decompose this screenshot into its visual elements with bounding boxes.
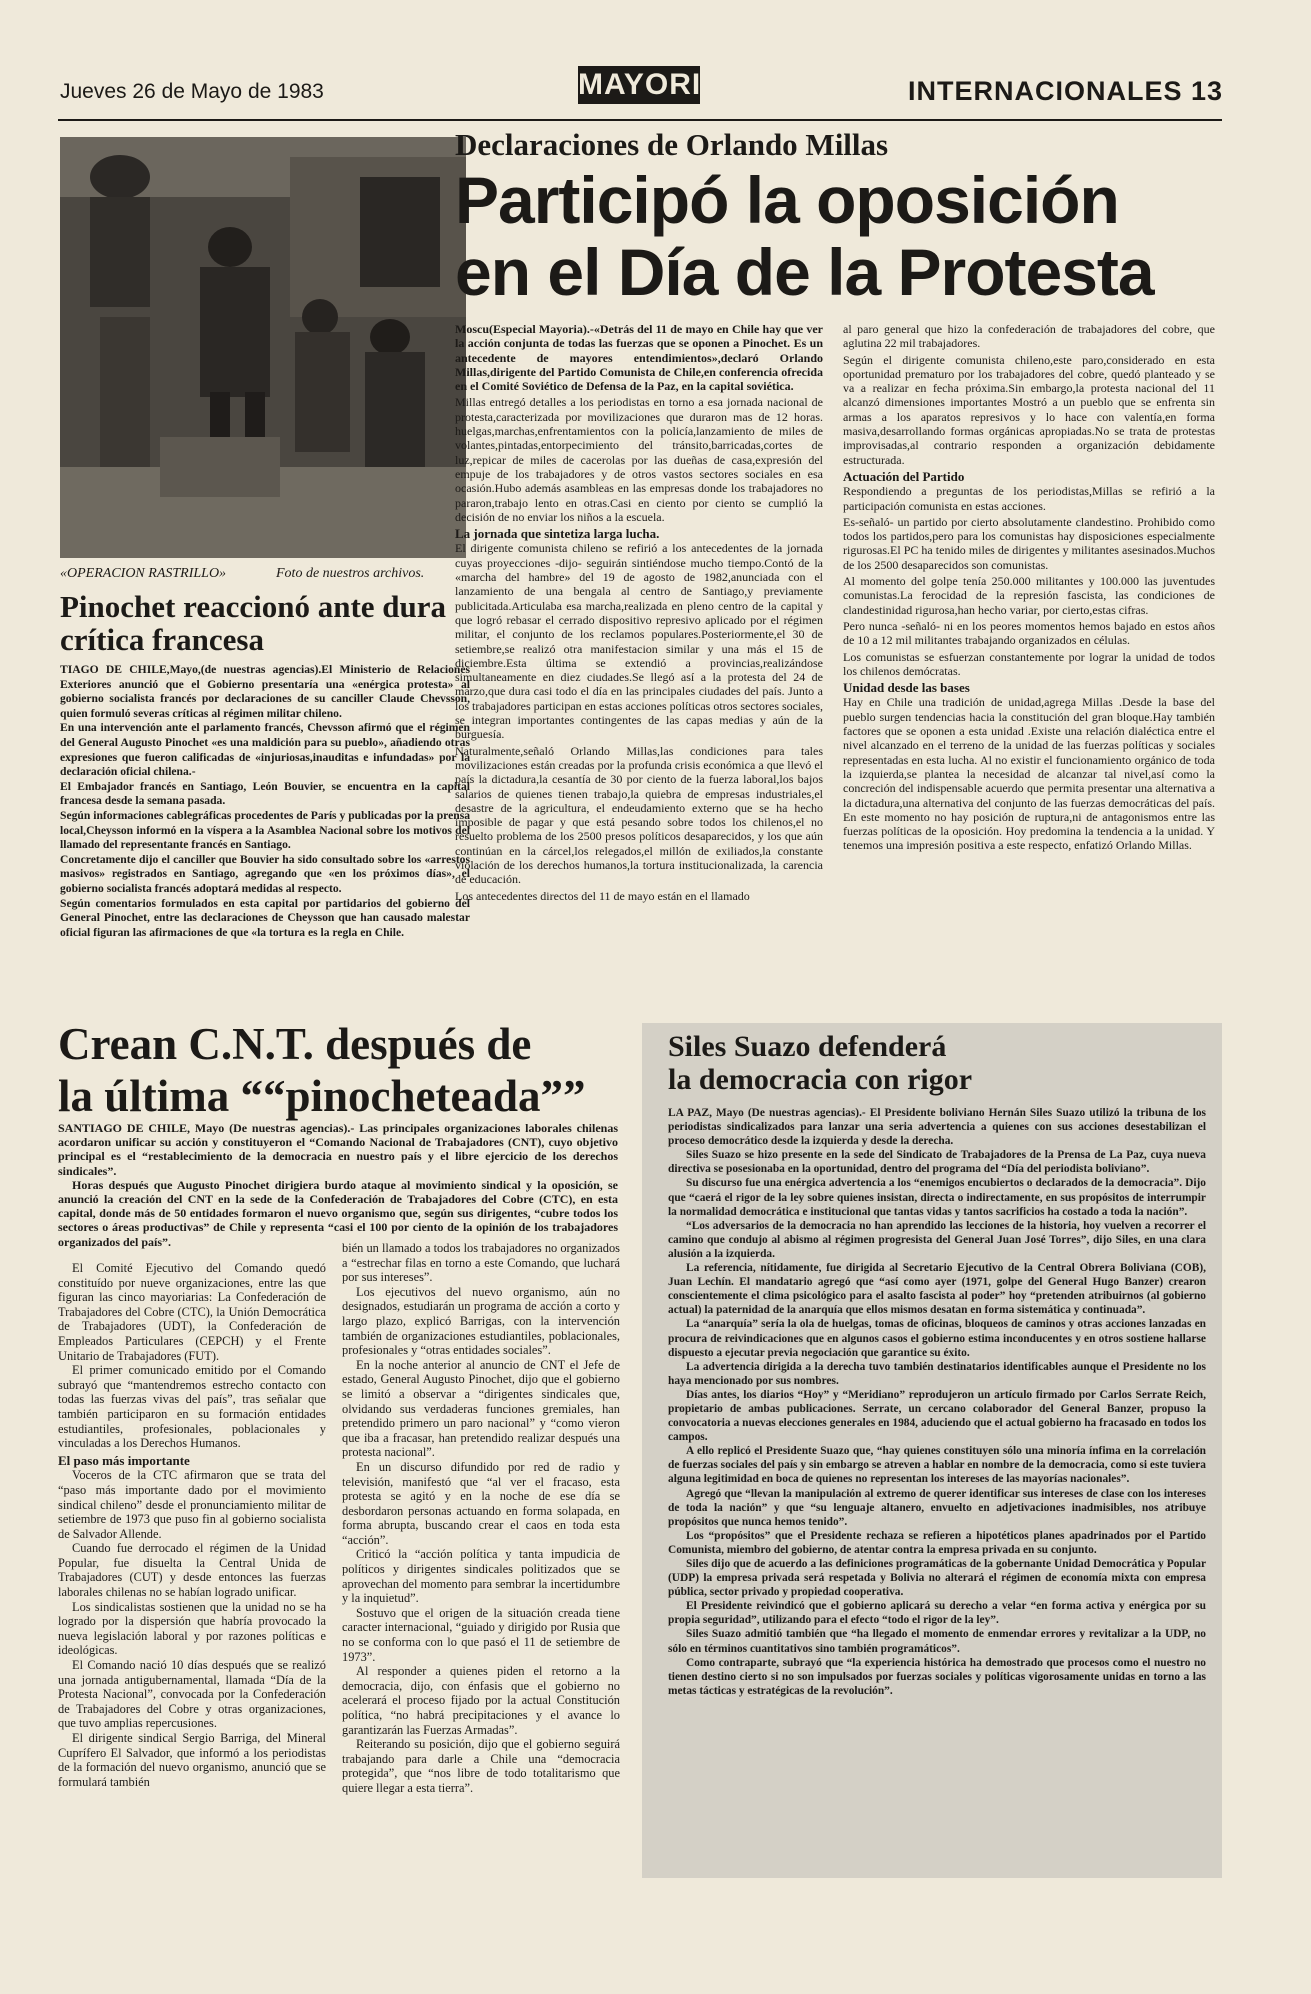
paragraph: Los “propósitos” que el Presidente rechaza se refieren a hipotéticos planes apadrinados por el Partido Comunista, miembro del gobierno, de atentar contra la empresa privada en su conjunto. — [668, 1529, 1206, 1556]
paragraph: Pero nunca -señaló- ni en los peores momentos hemos bajado en estos años de 10 a 12 mil militantes trabajando organizados en células. — [843, 618, 1215, 648]
paragraph: En una intervención ante el parlamento francés, Chevsson afirmó que el régimen del General Augusto Pinochet «es una maldición para su pueblo», añadiendo otras expresiones que fueron calificadas de «injuriosas,inauditas e infundadas» por la declaración oficial chilena.- — [60, 721, 470, 779]
paragraph: Al momento del golpe tenía 250.000 militantes y 100.000 las juventudes comunistas.La ferocidad de la represión fascista, las condiciones de clandestinidad rigurosa,han hecho variar, por cierto,estas cifras. — [843, 574, 1215, 617]
subheading: Unidad desde las bases — [843, 680, 970, 696]
paragraph: Millas entregó detalles a los periodistas en torno a esa jornada nacional de protesta,caracterizada por movilizaciones que duraron mas de 12 horas. huelgas,marchas,enfrentamientos con la policía,lanzamiento de miles de volantes,pintadas,entorpecimiento del tránsito,barricadas,cortes de luz,repicar de miles de cacerolas por las dueñas de casa,expresión del empuje de los trabajadores y de otros vastos sectores sociales en esa ocasión.Hubo además asambleas en las empresas donde los trabajadores no pararon,trabajo lento en otras.Casi en ciento por ciento se cumplió la decisión de no enviar los niños a la escuela. — [455, 395, 823, 524]
page-number: 13 — [1191, 76, 1224, 106]
header-rule — [58, 119, 1222, 121]
subheading: El paso más importante — [58, 1452, 190, 1468]
paragraph: El Comité Ejecutivo del Comando quedó constituído por nueve organizaciones, entre las que figuran las cinco mayoriarias: La Confederación de Trabajadores del Cobre (CTC), la Unión Democrática de Trabajadores (UDT), la Confederación de Empleados Particulares (CEPCH) y el Frente Unitario de Trabajadores (FUT). — [58, 1261, 326, 1363]
paragraph: Concretamente dijo el canciller que Bouvier ha sido consultado sobre los «arrestos masivos» registrados en Santiago, agregando que «en los próximos días», el gobierno socialista francés adoptará medidas al respecto. — [60, 852, 470, 895]
paragraph: Respondiendo a preguntas de los periodistas,Millas se refirió a la participación comunista en estas acciones. — [843, 484, 1215, 513]
paragraph: Su discurso fue una enérgica advertencia a los “enemigos encubiertos o declarados de la democracia”. Dijo que “caerá el rigor de la ley sobre quienes insistan, directa o indirectamente, en sus propósitos de interrumpir la normalidad democrática e institucional que tantas vidas y tantos sacrificios ha costado a toda la nación”. — [668, 1177, 1206, 1218]
paragraph: Según el dirigente comunista chileno,este paro,considerado en esta oportunidad prematuro por los trabajadores del cobre, quedó planteado y se va a realizar en fecha próxima.Sin embargo,la protesta nacional del 11 alcanzó dimensiones importantes Mostró a un pueblo que se enfrenta sin armas a los aparatos represivos y lo hace con valentía,en forma masiva,desarrollando formas orgánicas apropiadas.No se trata de protestas improvisadas,al contrario responden a organización debidamente estructurada. — [843, 352, 1215, 467]
paragraph: En un discurso difundido por red de radio y televisión, manifestó que “al ver el fracaso, esta protesta se agitó y en la noche de ese día se desbordaron personas actuando en forma solapada, en forma abrupta, buscando crear el caos en toda esta “acción”. — [342, 1459, 620, 1547]
paragraph: “Los adversarios de la democracia no han aprendido las lecciones de la historia, hoy vuelven a recorrer el camino que condujo al abismo al régimen progresista del General Juan José Torres”, dijo Siles, en una clara alusión a la izquierda. — [668, 1219, 1206, 1260]
siles-article-body — [668, 1106, 1206, 1698]
paragraph: Según comentarios formulados en esta capital por partidarios del gobierno del General Pinochet, entre las declaraciones de Cheysson que han causado malestar oficial figuran las afirmaciones de que «la tortura es la regla en Chile. — [60, 896, 470, 939]
subheading: Actuación del Partido — [843, 468, 965, 484]
subheading: La jornada que sintetiza larga lucha. — [455, 526, 660, 542]
cnt-article-column-2 — [342, 1241, 620, 1796]
headline-line: la democracia con rigor — [668, 1063, 973, 1096]
headline-line: Siles Suazo defenderá — [668, 1030, 947, 1063]
news-photo — [60, 137, 466, 558]
cnt-article-lead — [58, 1121, 618, 1249]
paragraph: Los sindicalistas sostienen que la unidad no se ha logrado por la dispersión que habría provocado la nueva legislación laboral y por razones políticas e ideológicas. — [58, 1599, 326, 1658]
page-date: Jueves 26 de Mayo de 1983 — [60, 80, 324, 103]
paragraph: La advertencia dirigida a la derecha tuvo también destinatarios identificables aunque el Presidente no los haya mencionado por sus nombres. — [668, 1360, 1206, 1387]
paragraph: bién un llamado a todos los trabajadores no organizados a “estrechar filas en torno a este Comando, que luchará por sus intereses”. — [342, 1241, 620, 1285]
paragraph: TIAGO DE CHILE,Mayo,(de nuestras agencias).El Ministerio de Relaciones Exteriores anunció que el Gobierno presentaría una «enérgica protesta» al gobierno socialista francés por declaraciones de su canciller Claude Chevsson, quien formuló severas críticas al régimen militar chileno. — [60, 663, 470, 720]
paragraph: Según informaciones cablegráficas procedentes de París y publicadas por la prensa local,Cheysson informó en la víspera a la Asamblea Nacional sobre los motivos del llamado del representante francés en Santiago. — [60, 808, 470, 852]
paragraph: Al responder a quienes piden el retorno a la democracia, dijo, con énfasis que el gobierno no acelerará el proceso fijado por la actual Constitución política, “no habrá precipitaciones y el avance lo garantizarán las Fuerzas Armadas”. — [342, 1664, 620, 1737]
paragraph: Es-señaló- un partido por cierto absolutamente clandestino. Prohibido como todos los partidos,pero para los comunistas hay disposiciones especialmente rigurosas.El PC ha tenido miles de dirigentes y militantes asesinados.Muchos de los 2500 desaparecidos son comunistas. — [843, 514, 1215, 572]
section-title — [908, 76, 1223, 107]
paragraph: Los comunistas se esfuerzan constantemente por lograr la unidad de todos los chilenos demócratas. — [843, 649, 1215, 678]
photo-credit: Foto de nuestros archivos. — [276, 566, 425, 581]
paragraph: A ello replicó el Presidente Suazo que, “hay quienes constituyen sólo una minoría ínfima en la correlación de fuerzas sociales del país y sin embargo se atreven a hablar en nombre de la democracia, como si este tuviera alguna legitimidad en boca de quienes no representan los intereses de las mayorías nacionales”. — [668, 1445, 1206, 1486]
paragraph: Los antecedentes directos del 11 de mayo están en el llamado — [455, 888, 750, 903]
main-article-headline — [455, 164, 1235, 308]
paragraph: La “anarquía” sería la ola de huelgas, tomas de oficinas, bloqueos de caminos y otras acciones lanzadas en procura de reivindicaciones que en algunos casos el gobierno estima inconducentes y en otros sostiene hallarse dispuesto a ejecutar previa negociación que garantice su éxito. — [668, 1318, 1206, 1359]
left-article-headline: Pinochet reaccionó ante dura crítica francesa — [60, 589, 447, 657]
article-lead: Moscu(Especial Mayoria).-«Detrás del 11 de mayo en Chile hay que ver la acción conjunta de todas las fuerzas que se oponen a Pinochet. Es un antecedente de mayores entendimientos»,declaró Orlando Millas,dirigente del Partido Comunista de Chile,en conferencia ofrecida en el Comité Soviético de Defensa de la Paz, en la capital soviética. — [455, 322, 823, 394]
paragraph: La referencia, nítidamente, fue dirigida al Secretario Ejecutivo de la Central Obrera Boliviana (COB), Juan Lechín. El mandatario agregó que “así como ayer (1971, golpe del General Hugo Banzer) crearon conscientemente el clima psicológico para el asalto fascista al poder” hoy “pretenden atribuirnos (al gobierno actual) la paternidad de la anarquía que ellos mismos desatan en forma sistemática y continuada”. — [668, 1262, 1206, 1317]
section-name: INTERNACIONALES — [908, 76, 1183, 106]
paragraph: Siles Suazo admitió también que “ha llegado el momento de enmendar errores y revitalizar a la UDP, no sólo en términos cuantitativos sino también programáticos”. — [668, 1628, 1206, 1655]
headline-line: Participó la oposición — [455, 163, 1119, 237]
paragraph: Los ejecutivos del nuevo organismo, aún no designados, estudiarán un programa de acción a corto y largo plazo, explicó Barrigas, con la intervención también de organizaciones estudiantiles, poblacionales, profesionales y “otras entidades sociales”. — [342, 1284, 620, 1358]
paragraph: El Embajador francés en Santiago, León Bouvier, se encuentra en la capital francesa desde la semana pasada. — [60, 779, 470, 808]
paragraph: Siles dijo que de acuerdo a las definiciones programáticas de la gobernante Unidad Democrática y Popular (UDP) la empresa privada será respetada y Bolivia no alterará el régimen de economía mixta con empresa pública, sector privado y propiedad cooperativa. — [668, 1558, 1206, 1599]
paragraph: Días antes, los diarios “Hoy” y “Meridiano” reprodujeron un artículo firmado por Carlos Serrate Reich, propietario de ambas publicaciones. Serrate, un cercano colaborador del General Banzer, propuso la convocatoria a nuevas elecciones generales en 1984, aduciendo que el actual gobierno ha fracasado en todos los campos. — [668, 1388, 1206, 1444]
photo-caption: «OPERACION RASTRILLO» — [60, 566, 227, 581]
main-article-kicker: Declaraciones de Orlando Millas — [455, 127, 889, 162]
paragraph: Como contraparte, subrayó que “la experiencia histórica ha demostrado que procesos como el nuestro no tienen destino cierto si no son impulsados por fuerzas sociales y políticas vigorosamente unidas en torno a las metas tácticas y estratégicas de la revolución”. — [668, 1656, 1206, 1697]
cnt-article-headline — [58, 1018, 658, 1122]
paragraph: Sostuvo que el origen de la situación creada tiene caracter internacional, “guiado y dirigido por Rusia que no se conforma con lo que pasó el 11 de setiembre de 1973”. — [342, 1605, 620, 1664]
paragraph: En la noche anterior al anuncio de CNT el Jefe de estado, General Augusto Pinochet, dijo que el gobierno se limitó a observar a “dirigentes sindicales que, olvidando sus verdaderas funciones gremiales, han pretendido primero un paro nacional” y “como vieron que iba a fracasar, han pretendido realizar después una protesta nacional”. — [342, 1357, 620, 1460]
paragraph: Naturalmente,señaló Orlando Millas,las condiciones para tales movilizaciones están creadas por la profunda crisis económica a que llevó el país la dictadura,la cesantía de 30 por ciento de la fuerza laboral,los bajos salarios de quienes tienen trabajo,la quiebra de empresas industriales,el desastre de la agricultura, el endeudamiento externo que se ha hecho imposible de pagar y que está pesando sobre todos los chilenos,el no resuelto problema de los 2500 presos políticos desaparecidos, y los que aún continúan en la cárcel,los relegados,el millón de exiliados,la constante violación de los derechos humanos,la tortura institucionalizada, la carencia de educación. — [455, 743, 823, 887]
main-article-column-2 — [843, 322, 1215, 855]
paragraph: El primer comunicado emitido por el Comando subrayó que “mantendremos estrecho contacto con todas las fuerzas vivas del país”, tras señalar que también participaron en su formación entidades estudiantiles, profesionales, poblacionales y vinculadas a los Derechos Humanos. — [58, 1363, 326, 1451]
paragraph: Hay en Chile una tradición de unidad,agrega Millas .Desde la base del pueblo surgen tendencias hacia la constitución del gran bloque.Hay también factores que se oponen a esta unidad .Existe una relación dialéctica entre el nivel alcanzado en el terreno de la unidad de las fuerzas políticas y sociales representadas en esta lucha. Al no existir el funcionamiento orgánico de toda la izquierda,se plantea la necesidad de alcanzar tal nivel,así como la concreción del indispensable acuerdo que permita presentar una alternativa a la dictadura,una alternativa del conjunto de las fuerzas democráticas del país. En este momento no hay posición de ruptura,ni de antagonismos entre las fuerzas políticas de la oposición. Hoy predomina la tendencia a la unidad. Y tenemos una impresión positiva a este respecto, enfatizó Orlando Millas. — [843, 695, 1215, 853]
headline-line: en el Día de la Protesta — [455, 235, 1154, 309]
paragraph: El dirigente comunista chileno se refirió a los antecedentes de la jornada cuyas proyecciones -dijo- seguirán sintiéndose mucho tiempo.Contó de la «marcha del hambre» del 19 de agosto de 1982,anunciada con el lanzamiento de una bengala al centro de Santiago,y previamente publicitada.Articulaba esa marcha,realizada en pleno centro de la capital y que logró rebasar el cerrado dispositivo represivo aplicado por el régimen militar, el conjunto de los reclamos populares.Posteriormente,el 30 de setiembre,se realizó otra manifestacion similar y una más el 15 de diciembre.Esta última se extendió a provincias,realizándose simultaneamente en diez ciudades.Se llegó así a la protesta del 24 de marzo,que dura casi todo el día en las principales ciudades del país. Junto a los trabajadores participan en estas acciones políticas otros sectores sociales, se integran importantes contingentes de las capas medias y aún de la burguesía. — [455, 541, 823, 742]
paragraph: El dirigente sindical Sergio Barriga, del Mineral Cuprífero El Salvador, que informó a los periodistas de la formación del nuevo organismo, anunció que se formulará también — [58, 1731, 326, 1789]
cnt-article-column-1 — [58, 1261, 326, 1789]
newspaper-logo: MAYORIA — [578, 66, 700, 104]
paragraph: Cuando fue derrocado el régimen de la Unidad Popular, fue disuelta la Central Unida de Trabajadores (CUT) y desde entonces las fuerzas laborales chilenas no se habían logrado unificar. — [58, 1541, 326, 1600]
siles-article-headline — [668, 1030, 1208, 1096]
headline-line: Crean C.N.T. después de — [58, 1019, 532, 1069]
paragraph: Siles Suazo se hizo presente en la sede del Sindicato de Trabajadores de la Prensa de La Paz, cuya nueva directiva se posesionaba en la oportunidad, dentro del programa del “Día del periodista boliviano”. — [668, 1149, 1206, 1176]
article-lead-2: Horas después que Augusto Pinochet dirigiera burdo ataque al movimiento sindical y la oposición, se anunció la creación del CNT en la sede de la Confederación de Trabajadores del Cobre (CTC), en esta capital, donde más de 50 entidades formaron el nuevo organismo que, según sus dirigentes, “cubre todos los sectores o áreas productivas” de Chile y representa “casi el 100 por ciento de la opinión de los trabajadores organizados del país”. — [58, 1177, 618, 1249]
paragraph: Criticó la “acción política y tanta impudicia de políticos y dirigentes sindicales politizados que se aprovechan del momento para sembrar la incertidumbre y la inquietud”. — [342, 1547, 620, 1606]
paragraph: Agregó que “llevan la manipulación al extremo de querer identificar sus intereses de clase con los intereses de toda la nación” y que “su lenguaje altanero, envuelto en adjetivaciones inadmisibles, nos atribuye propósitos que nunca hemos tenido”. — [668, 1487, 1206, 1528]
paragraph: Voceros de la CTC afirmaron que se trata del “paso más importante dado por el movimiento sindical chileno” desde el pronunciamiento militar de setiembre de 1973 que puso fin al gobierno socialista de Salvador Allende. — [58, 1468, 326, 1541]
main-article-column-1 — [455, 322, 823, 905]
paragraph: LA PAZ, Mayo (De nuestras agencias).- El Presidente boliviano Hernán Siles Suazo utilizó la tribuna de los periodistas sindicalizados para lanzar una seria advertencia a quienes con sus acciones desestabilizan el proceso democrático desde la izquierda y desde la derecha. — [668, 1107, 1206, 1148]
left-article-body — [60, 663, 470, 940]
paragraph: El Comando nació 10 días después que se realizó una jornada antigubernamental, llamada “Día de la Protesta Nacional”, convocada por la Confederación de Trabajadores del Cobre y otras organizaciones, que tuvo amplias repercusiones. — [58, 1658, 326, 1731]
paragraph: Reiterando su posición, dijo que el gobierno seguirá trabajando para darle a Chile una “democracia protegida”, que “nos libre de todo totalitarismo que quiere llegar a esta tierra”. — [342, 1737, 620, 1795]
headline-line: la última ““pinocheteada”” — [58, 1071, 586, 1121]
paragraph: al paro general que hizo la confederación de trabajadores del cobre, que aglutina 22 mil trabajadores. — [843, 322, 1215, 351]
paragraph: El Presidente reivindicó que el gobierno aplicará su derecho a velar “en forma activa y enérgica por su propia seguridad”, utilizando para el efecto “todo el rigor de la ley”. — [668, 1600, 1206, 1627]
article-lead: SANTIAGO DE CHILE, Mayo (De nuestras agencias).- Las principales organizaciones laborales chilenas acordaron unificar su acción y constituyeron el “Comando Nacional de Trabajadores (CNT), cuyo objetivo principal es el “restablecimiento de la democracia en nuestro país y el libre ejercicio de los derechos sindicales”. — [58, 1121, 618, 1178]
